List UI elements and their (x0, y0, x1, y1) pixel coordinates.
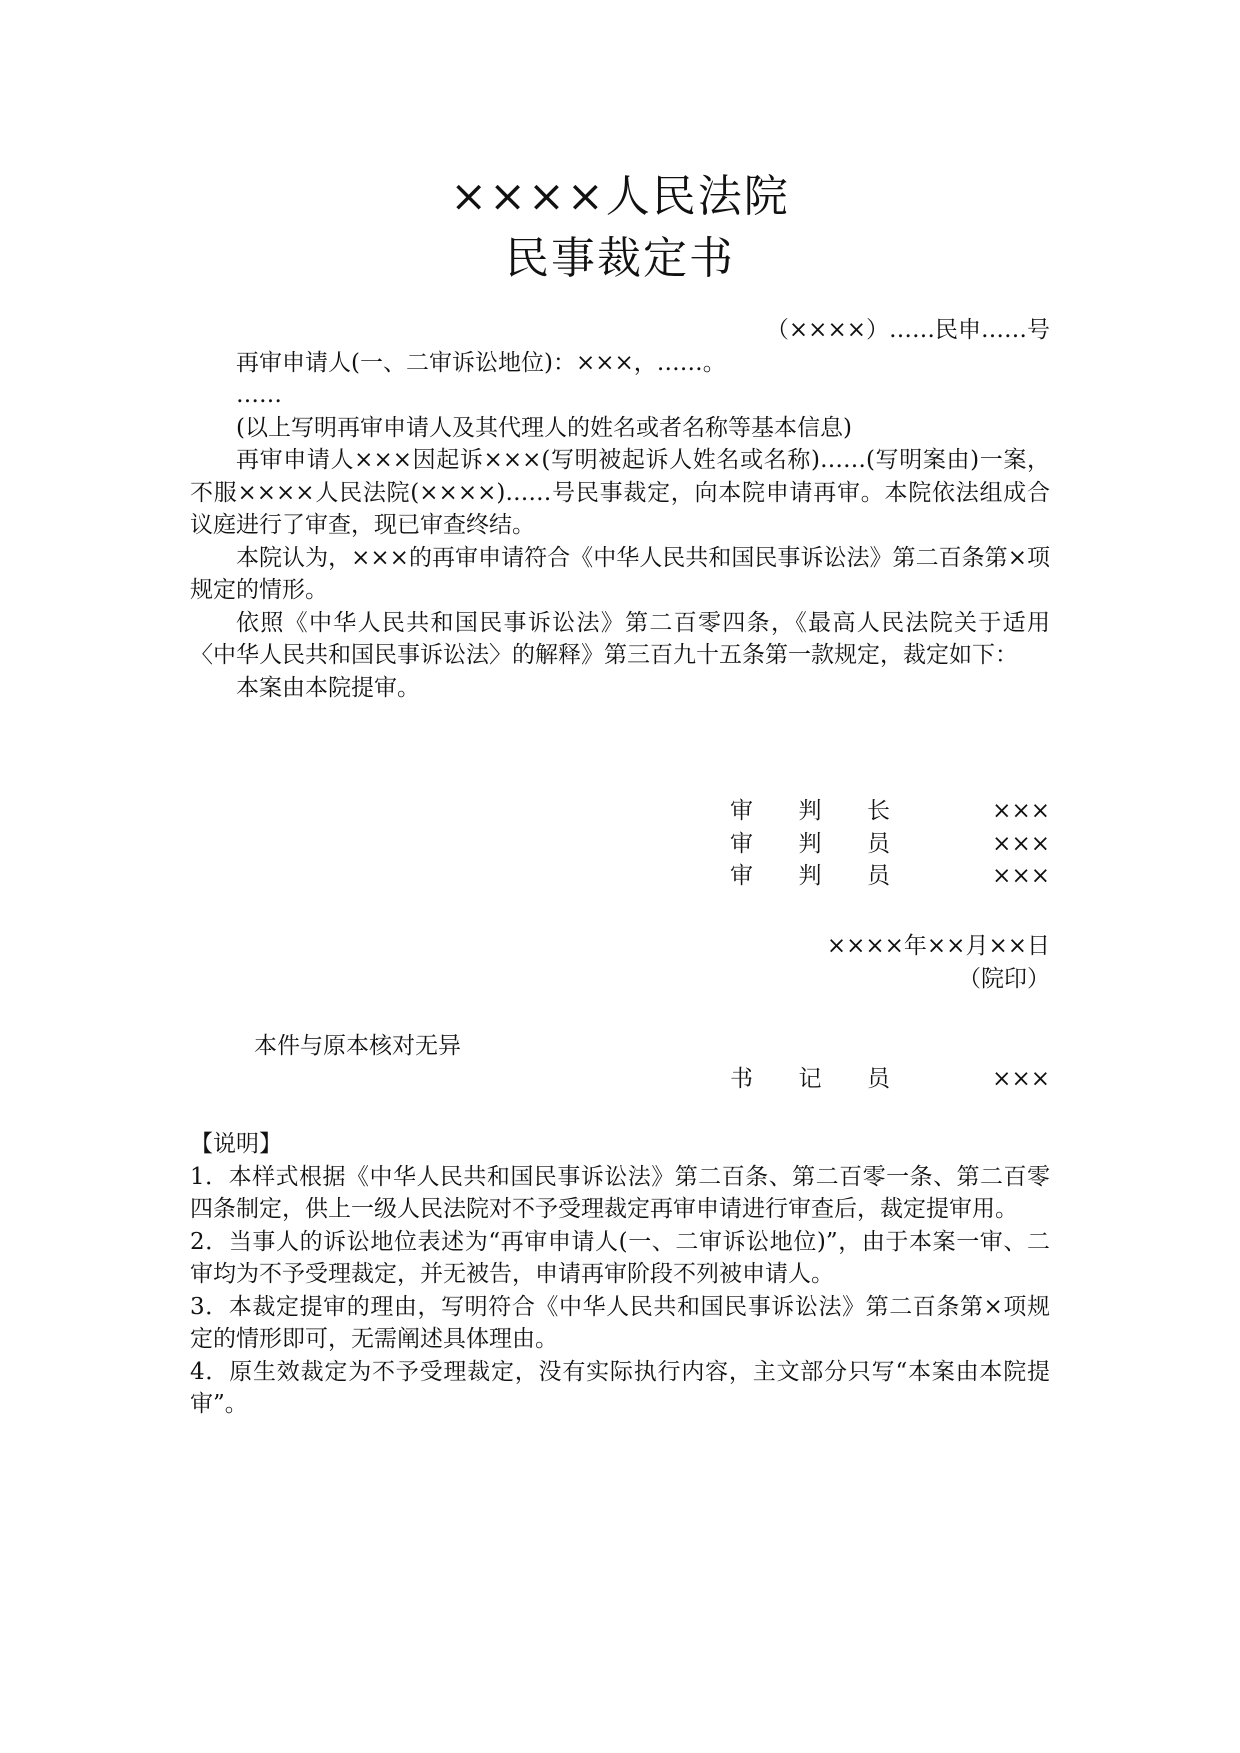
judge-signatures (730, 795, 1050, 893)
title-char: 判 (798, 863, 822, 889)
title-char: 审 (730, 798, 753, 824)
signature-title (730, 860, 890, 893)
clerk-signature (730, 1063, 1050, 1096)
reasoning-paragraph: 本院认为，×××的再审申请符合《中华人民共和国民事诉讼法》第二百条第×项规定的情形。 (190, 544, 1050, 603)
case-number: （××××）……民申……号 (765, 317, 1050, 343)
title-char: 员 (867, 830, 890, 857)
title-char: 记 (798, 1066, 822, 1092)
signature-row (730, 1063, 1050, 1096)
signature-title (730, 828, 890, 861)
signature-row (730, 828, 1050, 861)
title-char: 判 (798, 830, 822, 857)
info-note: (以上写明再审申请人及其代理人的姓名或者名称等基本信息) (236, 414, 852, 441)
court-name: ××××人民法院 (450, 171, 790, 222)
document-body (190, 314, 1050, 704)
ellipsis-line: …… (236, 382, 282, 408)
signature-name: ××× (992, 1066, 1050, 1092)
signature-title (730, 1063, 890, 1096)
explanation-item: 2．当事人的诉讼地位表述为“再审申请人(一、二审诉讼地位)”，由于本案一审、二审均为不予受理裁定，并无被告，申请再审阶段不列被申请人。 (190, 1228, 1050, 1287)
applicant-line: 再审申请人(一、二审诉讼地位)：×××，……。 (236, 349, 726, 376)
title-char: 长 (867, 798, 890, 824)
title-char: 书 (730, 1066, 753, 1092)
title-char: 审 (730, 830, 753, 857)
facts-paragraph: 再审申请人×××因起诉×××(写明被起诉人姓名或名称)……(写明案由)一案，不服××××人民法院(××××)……号民事裁定，向本院申请再审。本院依法组成合议庭进行了审查，现已审查终结。 (190, 447, 1050, 538)
explanation-section (190, 1128, 1050, 1421)
explanation-item: 4．原生效裁定为不予受理裁定，没有实际执行内容，主文部分只写“本案由本院提审”。 (190, 1358, 1050, 1417)
signature-title (730, 795, 890, 828)
ruling-paragraph: 本案由本院提审。 (236, 674, 420, 701)
explanation-item: 3．本裁定提审的理由，写明符合《中华人民共和国民事诉讼法》第二百条第×项规定的情形即可，无需阐述具体理由。 (190, 1293, 1050, 1352)
document-type-title: 民事裁定书 (505, 233, 735, 284)
title-char: 判 (798, 798, 822, 824)
signature-name: ××× (992, 863, 1050, 889)
copy-verification-note: 本件与原本核对无异 (254, 1033, 461, 1059)
ruling-date: ××××年××月××日 (826, 933, 1050, 959)
signature-row (730, 795, 1050, 828)
signature-row (730, 860, 1050, 893)
court-seal: （院印） (958, 965, 1050, 992)
signature-name: ××× (992, 830, 1050, 857)
explanation-heading: 【说明】 (190, 1131, 282, 1157)
signature-name: ××× (992, 798, 1050, 824)
legal-basis-paragraph: 依照《中华人民共和国民事诉讼法》第二百零四条，《最高人民法院关于适用〈中华人民共和国民事诉讼法〉的解释》第三百九十五条第一款规定，裁定如下： (190, 609, 1050, 668)
title-char: 员 (867, 863, 890, 889)
explanation-item: 1．本样式根据《中华人民共和国民事诉讼法》第二百条、第二百零一条、第二百零四条制定，供上一级人民法院对不予受理裁定再审申请进行审查后，裁定提审用。 (190, 1163, 1050, 1222)
title-char: 审 (730, 863, 753, 889)
title-char: 员 (867, 1066, 890, 1092)
date-seal-block (827, 930, 1050, 995)
